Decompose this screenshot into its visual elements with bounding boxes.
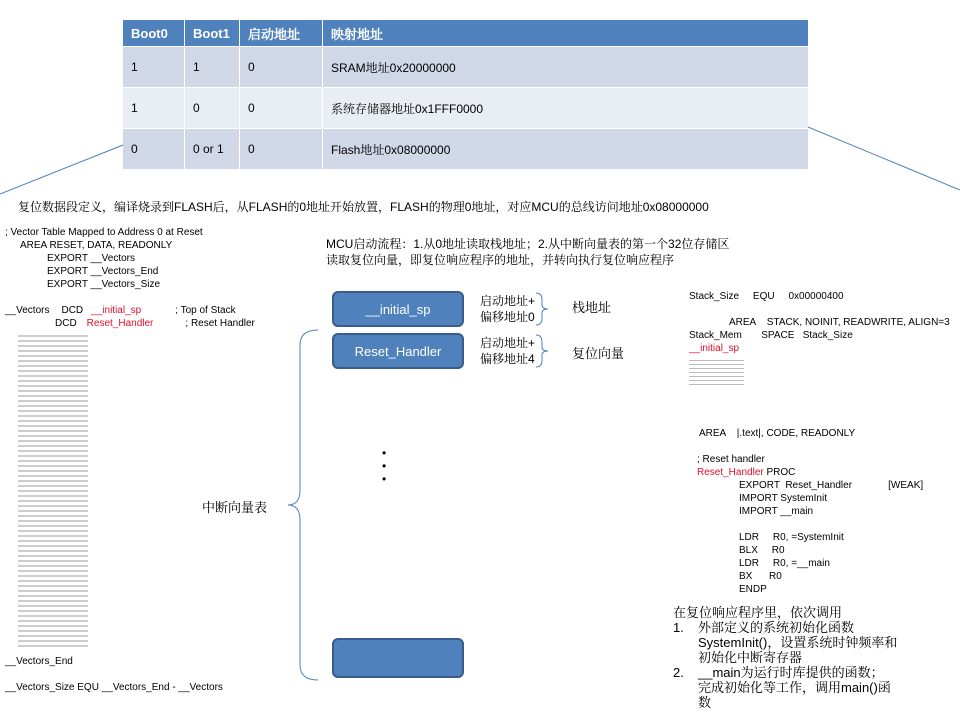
last-vector-box [332,638,464,678]
col-boot0: Boot0 [123,20,185,47]
caption: 复位数据段定义，编译烧录到FLASH后，从FLASH的0地址开始放置，FLASH的物理0地址，对应MCU的总线访问地址0x08000000 [18,200,709,214]
col-boot1: Boot1 [185,20,240,47]
cell: 0 [185,88,240,129]
flow-line: MCU启动流程：1.从0地址读取栈地址；2.从中断向量表的第一个32位存储区 [326,237,730,251]
code-line: DCD Reset_Handler ; Reset Handler [55,318,255,329]
cell: SRAM地址0x20000000 [323,47,809,88]
cell: 0 [123,129,185,170]
cell: 系统存储器地址0x1FFF0000 [323,88,809,129]
vector-table-label: 中断向量表 [202,500,268,515]
boot-flow-text [326,236,729,268]
code-line: EXPORT __Vectors [47,253,136,264]
code-line: ; Vector Table Mapped to Address 0 at Reset [5,227,203,238]
flow-line: 读取复位向量，即复位响应程序的地址，并转向执行复位响应程序 [326,253,675,267]
col-start-addr: 启动地址 [240,20,323,47]
cell: 1 [123,47,185,88]
cell: 0 or 1 [185,129,240,170]
cell: Flash地址0x08000000 [323,129,809,170]
tiny-vector-list [18,332,88,650]
code-line: EXPORT __Vectors_End [47,266,159,277]
code-line: __Vectors DCD __initial_sp ; Top of Stack [5,305,236,316]
cell: 0 [240,88,323,129]
ellipsis-dots: • • • [382,446,387,486]
cell: 1 [123,88,185,129]
offset4-label: 启动地址+ 偏移地址4 [480,336,536,366]
cell: 1 [185,47,240,88]
reset-notes: 在复位响应程序里，依次调用 1. 外部定义的系统初始化函数 SystemInit()，设置系统时钟频率和 初始化中断寄存器 2. __main为运行时库提供的函数； 完成初始化等工作，调用main()函 数 [673,605,898,710]
code-line: EXPORT __Vectors_Size [47,279,161,290]
vector-table-code [5,226,255,330]
code-line: AREA RESET, DATA, READONLY [20,240,173,251]
startup-code: Stack_Size EQU 0x00000400 AREA STACK, NOINIT, READWRITE, ALIGN=3 Stack_Mem SPACE Stack_Size __initial_sp AREA |.text|, CODE, READONLY ; Reset handler Reset_Handler PROC EXPORT Reset_Handler [WEAK] IMPORT SystemInit IMPORT __main LDR R0, =SystemInit BLX R0 LDR R0, =__main BX R0 ENDP [689,291,950,595]
initial-sp-box: __initial_sp [332,291,464,327]
code-line: __Vectors_End [5,656,73,667]
reset-vector-label: 复位向量 [572,346,625,361]
reset-handler-box: Reset_Handler [332,333,464,369]
offset0-label: 启动地址+ 偏移地址0 [480,294,536,324]
cell: 0 [240,47,323,88]
col-map-addr: 映射地址 [323,20,809,47]
code-line: __Vectors_Size EQU __Vectors_End - __Vectors [5,682,223,693]
stack-addr-label: 栈地址 [572,300,612,315]
cell: 0 [240,129,323,170]
